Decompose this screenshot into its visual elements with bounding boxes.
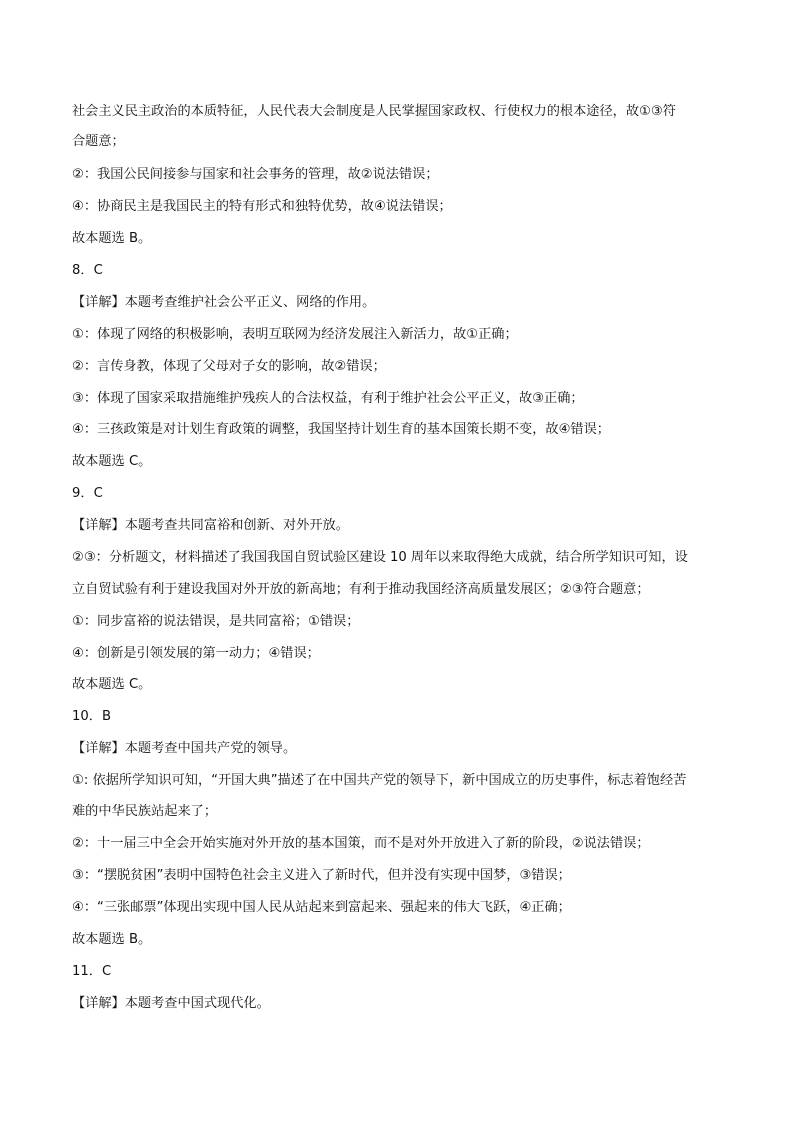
text-line: 故本题选 C。 [72,454,152,469]
text-line: ④：创新是引领发展的第一动力；④错误； [72,646,320,661]
text-line: ①：同步富裕的说法错误，是共同富裕；①错误； [72,614,360,629]
text-line: 故本题选 C。 [72,677,152,692]
text-line: 【详解】本题考查共同富裕和创新、对外开放。 [72,518,349,533]
text-line: 【详解】本题考查维护社会公平正义、网络的作用。 [72,295,376,310]
text-line: 合题意； [72,134,125,149]
text-line: ②③：分析题文，材料描述了我国我国自贸试验区建设 10 周年以来取得绝大成就，结合所学知识可知，设 [72,550,688,565]
text-line: ④：“三张邮票”体现出实现中国人民从站起来到富起来、强起来的伟大飞跃，④正确； [72,900,571,915]
question-number: 11．C [72,964,112,979]
question-number: 10．B [72,709,112,724]
text-line: 【详解】本题考查中国共产党的领导。 [72,741,297,756]
text-line: ②：言传身教，体现了父母对子女的影响，故②错误； [72,359,386,374]
text-line: 故本题选 B。 [72,932,152,947]
text-line: 社会主义民主政治的本质特征，人民代表大会制度是人民掌握国家政权、行使权力的根本途径，故①③符 [72,104,676,119]
text-line: ④：协商民主是我国民主的特有形式和独特优势，故④说法错误； [72,199,452,214]
text-line: ③：“摆脱贫困”表明中国特色社会主义进入了新时代，但并没有实现中国梦，③错误； [72,868,571,883]
text-line: 立自贸试验有利于建设我国对外开放的新高地；有利于推动我国经济高质量发展区；②③符合题意； [72,582,650,597]
text-line: 故本题选 B。 [72,231,152,246]
text-line: ①: 依据所学知识可知，“开国大典”描述了在中国共产党的领导下，新中国成立的历史事件，标志着饱经苦 [72,773,687,788]
text-line: ④：三孩政策是对计划生育政策的调整，我国坚持计划生育的基本国策长期不变，故④错误； [72,422,610,437]
question-number: 8．C [72,263,103,278]
question-number: 9．C [72,486,103,501]
text-line: ①：体现了网络的积极影响，表明互联网为经济发展注入新活力，故①正确； [72,327,518,342]
text-line: 【详解】本题考查中国式现代化。 [72,996,270,1011]
text-line: ②：十一届三中全会开始实施对外开放的基本国策，而不是对外开放进入了新的阶段，②说法错误； [72,836,650,851]
text-line: ②：我国公民间接参与国家和社会事务的管理，故②说法错误； [72,167,439,182]
text-line: 难的中华民族站起来了； [72,804,218,819]
text-line: ③：体现了国家采取措施维护残疾人的合法权益，有利于维护社会公平正义，故③正确； [72,391,584,406]
